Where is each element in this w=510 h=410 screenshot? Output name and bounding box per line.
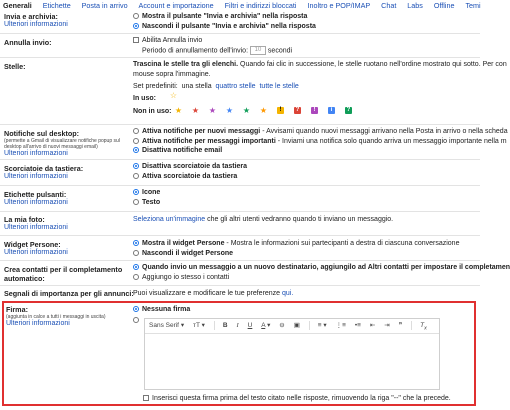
hide-send-archive-radio[interactable]	[133, 23, 139, 29]
chevron-down-icon: ▾	[180, 322, 185, 329]
stars-label: Stelle:	[4, 62, 26, 71]
send-archive-row	[0, 11, 480, 31]
toolbar-divider	[214, 321, 215, 330]
signature-label: Firma:	[6, 305, 28, 314]
photo-desc: che gli altri utenti vedranno quando ti inviano un messaggio.	[205, 216, 394, 223]
marker-icon[interactable]: !	[311, 107, 318, 114]
show-people-widget-label: Mostra il widget Persone	[142, 240, 225, 247]
show-people-widget-desc: - Mostra le informazioni sui partecipanti a destra di ciascuna conversazione	[224, 240, 460, 247]
manual-contacts-radio[interactable]	[133, 274, 139, 280]
custom-signature-radio[interactable]	[133, 317, 139, 323]
tab-labs[interactable]: Labs	[407, 1, 423, 10]
star-icon[interactable]: ★	[208, 106, 217, 115]
button-labels-row	[0, 185, 480, 210]
star-icon[interactable]: ★	[259, 106, 268, 115]
desktop-notifications-label: Notifiche sul desktop:	[4, 129, 80, 138]
align-icon[interactable]: ≡ ▾	[317, 322, 327, 329]
shortcuts-on-radio[interactable]	[133, 173, 139, 179]
bold-icon[interactable]: B	[222, 322, 228, 329]
hide-people-widget-radio[interactable]	[133, 250, 139, 256]
desktop-notifications-sub: (permette a Gmail di visualizzare notifiche popup sul desktop all'arrivo di nuovi messaggi email)	[4, 138, 120, 150]
shortcuts-row	[0, 159, 480, 184]
notify-new-desc: - Avvisami quando nuovi messaggi arrivano nella Posta in arrivo o nella scheda	[260, 128, 508, 135]
signature-before-quote-label: Inserisci questa firma prima del testo citato nelle risposte, rimuovendo la riga "--" che la precede.	[152, 395, 451, 402]
star-icon[interactable]: ★	[174, 106, 183, 115]
people-widget-row	[0, 235, 480, 259]
show-people-widget-radio[interactable]	[133, 240, 139, 246]
star-icon[interactable]: ★	[191, 106, 200, 115]
undo-period-label: Periodo di annullamento dell'invio:	[142, 46, 249, 54]
marker-slot	[306, 106, 323, 115]
stars-desc-bold: Trascina le stelle tra gli elenchi.	[133, 61, 239, 68]
image-icon[interactable]: ▣	[293, 322, 300, 329]
undo-period-select[interactable]: 10	[250, 46, 266, 55]
not-in-use-label: Non in uso:	[133, 108, 172, 115]
tab-etichette[interactable]: Etichette	[42, 1, 71, 10]
text-label: Testo	[142, 198, 161, 206]
button-labels-label: Etichette pulsanti:	[4, 190, 67, 199]
more-info-link[interactable]: Ulteriori informazioni	[4, 224, 68, 231]
send-archive-label: Invia e archivia:	[4, 12, 58, 21]
select-image-link[interactable]: Seleziona un'immagine	[133, 216, 206, 223]
bulleted-list-icon[interactable]: •≡	[354, 322, 361, 329]
text-color-icon[interactable]: A ▾	[261, 322, 271, 329]
marker-slot	[340, 106, 357, 115]
no-signature-label: Nessuna firma	[142, 306, 191, 313]
notify-off-label: Disattiva notifiche email	[142, 147, 223, 154]
people-widget-label: Widget Persone:	[4, 240, 61, 249]
marker-icon[interactable]: ?	[346, 107, 351, 114]
tab-account-importazione[interactable]: Account e importazione	[138, 1, 214, 10]
tab-posta-in-arrivo[interactable]: Posta in arrivo	[81, 1, 128, 10]
notify-new-radio[interactable]	[133, 128, 139, 134]
signature-editor[interactable]	[144, 318, 440, 390]
notify-important-radio[interactable]	[133, 138, 139, 144]
contacts-label: Crea contatti per il completamento automatico:	[4, 265, 123, 283]
enable-undo-send-label: Abilita Annulla invio	[142, 37, 203, 44]
more-info-link[interactable]: Ulteriori informazioni	[6, 320, 70, 327]
italic-icon[interactable]: I	[236, 322, 239, 329]
photo-label: La mia foto:	[4, 215, 45, 224]
tab-inoltro-pop-imap[interactable]: Inoltro e POP/IMAP	[307, 1, 371, 10]
link-icon[interactable]: ⊖	[279, 322, 285, 329]
stars-desc-line2: mouse sopra l'immagine.	[133, 70, 211, 78]
icons-label: Icone	[142, 189, 161, 196]
star-icon[interactable]: ★	[225, 106, 234, 115]
signature-before-quote-checkbox[interactable]	[143, 395, 149, 401]
clear-formatting-icon[interactable]: $T_x$	[420, 322, 427, 332]
not-in-use-stars	[170, 106, 357, 115]
importance-label: Segnali di importanza per gli annunci:	[4, 289, 134, 298]
more-info-link[interactable]: Ulteriori informazioni	[4, 173, 68, 180]
show-send-archive-radio[interactable]	[133, 13, 139, 19]
importance-here-link[interactable]: qui.	[282, 290, 294, 297]
presets-label: Set predefiniti:	[133, 83, 178, 90]
hide-send-archive-label: Nascondi il pulsante "Invia e archivia" nella risposta	[142, 22, 316, 30]
stars-desc-rest: Quando fai clic in successione, le stelle ruotano nell'ordine mostrato qui sotto. Per con	[238, 61, 507, 68]
shortcuts-on-label: Attiva scorciatoie da tastiera	[142, 172, 238, 180]
importance-text: Puoi visualizzare e modificare le tue preferenze	[133, 290, 283, 297]
tab-temi[interactable]: Temi	[465, 1, 481, 10]
importance-row	[0, 285, 480, 301]
marker-icon[interactable]: ?	[295, 107, 300, 114]
more-info-link[interactable]: Ulteriori informazioni	[4, 150, 68, 157]
font-select[interactable]	[149, 319, 184, 333]
star-icon[interactable]: ★	[242, 106, 251, 115]
notify-important-desc: - Inviami una notifica solo quando arriva un messaggio importante nella m	[275, 137, 507, 145]
shortcuts-label: Scorciatoie da tastiera:	[4, 164, 84, 173]
notify-off-radio[interactable]	[133, 147, 139, 153]
preset-all-stars[interactable]: tutte le stelle	[259, 83, 299, 90]
notify-important-label: Attiva notifiche per messaggi importanti	[142, 137, 276, 145]
more-info-link[interactable]: Ulteriori informazioni	[4, 249, 68, 256]
font-size-icon[interactable]: тT ▾	[193, 322, 205, 329]
manual-contacts-label: Aggiungo io stesso i contatti	[142, 273, 230, 281]
undo-period-unit: secondi	[267, 46, 293, 54]
more-info-link[interactable]: Ulteriori informazioni	[4, 199, 68, 206]
auto-add-contacts-label: Quando invio un messaggio a un nuovo destinatario, aggiungilo ad Altri contatti per impostare il completamen	[142, 264, 510, 271]
shortcuts-off-radio[interactable]	[133, 163, 139, 169]
tab-chat[interactable]: Chat	[381, 1, 397, 10]
signature-sub: (aggiunta in calce a tutti i messaggi in uscita)	[6, 314, 106, 320]
undo-send-row	[0, 33, 480, 57]
tab-offline[interactable]: Offline	[433, 1, 455, 10]
shortcuts-off-label: Disattiva scorciatoie da tastiera	[142, 163, 248, 170]
font-select-label: Sans Serif	[149, 322, 179, 329]
icons-radio[interactable]	[133, 189, 139, 195]
tab-generali[interactable]: Generali	[3, 1, 32, 10]
preset-four-stars[interactable]: quattro stelle	[215, 83, 256, 90]
toolbar-divider	[309, 321, 310, 330]
indent-less-icon[interactable]: ⇤	[369, 322, 376, 329]
undo-send-label: Annulla invio:	[4, 38, 52, 47]
notify-new-label: Attiva notifiche per nuovi messaggi	[142, 128, 261, 135]
underline-icon[interactable]: U	[247, 322, 253, 329]
more-info-link[interactable]: Ulteriori informazioni	[4, 21, 68, 28]
preset-one-star[interactable]: una stella	[181, 83, 212, 90]
show-send-archive-label: Mostra il pulsante "Invia e archivia" nella risposta	[142, 13, 308, 20]
no-signature-radio[interactable]	[133, 306, 139, 312]
desktop-notifications-row	[0, 124, 508, 158]
hide-people-widget-label: Nascondi il widget Persone	[142, 249, 234, 257]
contacts-row	[0, 260, 510, 283]
in-use-label: In uso:	[133, 94, 156, 102]
marker-icon[interactable]: i	[328, 107, 335, 114]
toolbar-divider	[411, 321, 412, 330]
marker-slot	[289, 106, 306, 115]
text-radio[interactable]	[133, 199, 139, 205]
numbered-list-icon[interactable]: ⋮≡	[335, 322, 346, 329]
marker-slot	[323, 106, 340, 115]
marker-slot	[272, 106, 289, 115]
indent-more-icon[interactable]: ⇥	[384, 322, 390, 329]
in-use-yellow-star-icon[interactable]: ☆	[169, 91, 178, 100]
marker-icon[interactable]: !	[277, 107, 284, 114]
tab-filtri[interactable]: Filtri e indirizzi bloccati	[224, 1, 297, 10]
photo-row	[0, 211, 480, 234]
auto-add-contacts-radio[interactable]	[133, 264, 139, 270]
stars-row	[0, 57, 507, 124]
signature-toolbar	[145, 319, 439, 334]
quote-icon[interactable]: ❞	[398, 322, 403, 329]
enable-undo-send-checkbox[interactable]	[133, 37, 139, 43]
signature-label-block	[6, 305, 131, 327]
